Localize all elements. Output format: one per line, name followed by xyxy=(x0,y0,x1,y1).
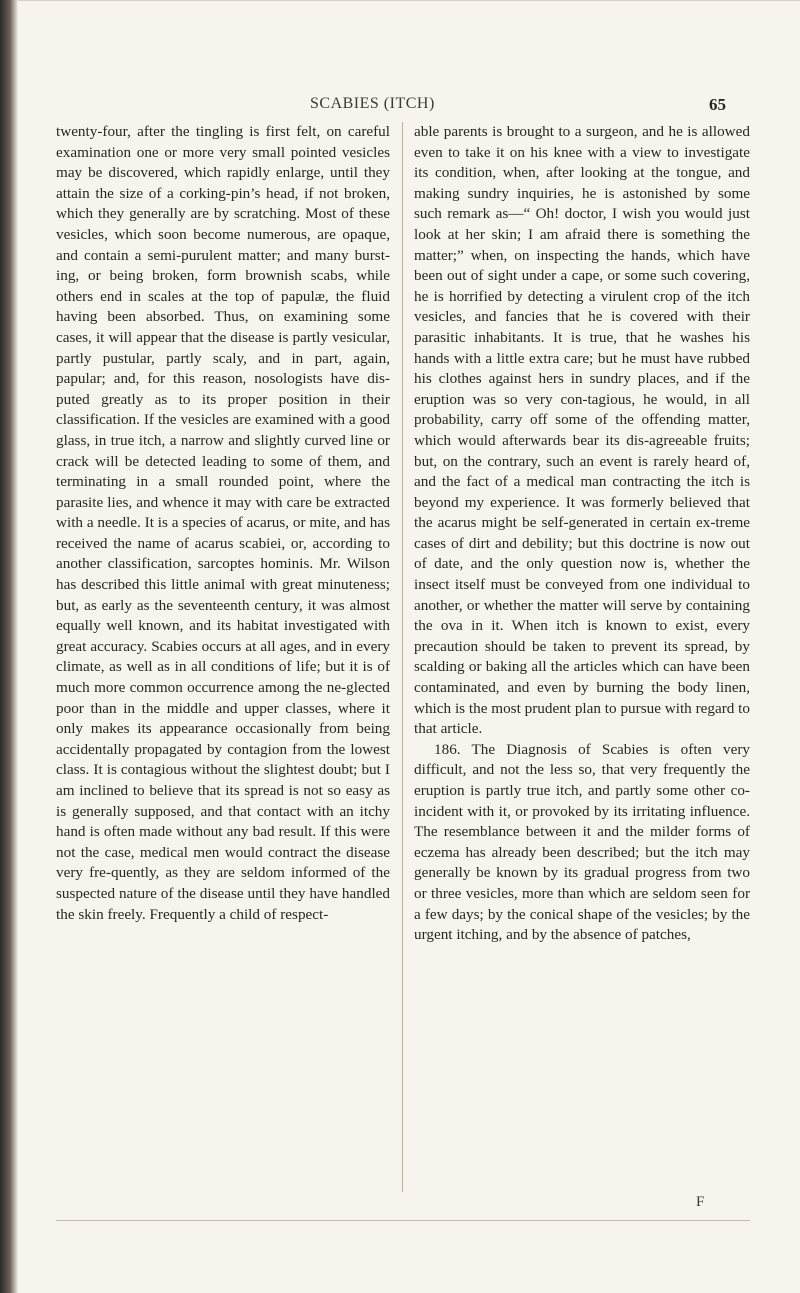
top-rule xyxy=(18,0,800,1)
running-title: SCABIES (ITCH) xyxy=(310,95,435,112)
right-paragraph-2-diagnosis: 186. The Diagnosis of Scabies is often very difficult, and not the less so, that very frequently the eruption is partly true itch, and partly some other co-incident with it, or provoked by its irritating influence. The resemblance between it and the milder forms of eczema has already been described; but the itch may generally be known by its gradual progress from two or three vesicles, more than which are seldom seen for a few days; by the conical shape of the vesicles; by the urgent itching, and by the absence of patches, xyxy=(414,740,750,944)
right-paragraph-1: able parents is brought to a surgeon, and he is allowed even to take it on his knee with a view to investigate its condition, when, after looking at the tongue, and making sundry inquiries, he is astonished by some such remark as—“ Oh! doctor, I wish you would just look at her skin; I am afraid there is something the matter;” when, on inspecting the hands, which have been out of sight under a cape, or some such covering, he is horrified by detecting a virulent crop of the itch vesicles, and fancies that he is covered with their parasitic inhabitants. It is true, that he washes his hands with a little extra care; but he must have rubbed his clothes against hers in sundry places, and if the eruption was so very con-tagious, he would, in all probability, carry off some of the offending matter, which would afterwards bear its dis-agreeable fruits; but, on the contrary, such an event is rarely heard of, and the fact of a medical man contracting the itch is beyond my experience. It was formerly believed that the acarus might be self-generated in certain ex-treme cases of dirt and debility; but this doctrine is now out of date, and the only question now is, whether the insect itself must be conveyed from one individual to another, or whether the matter will serve by containing the ova in it. When itch is known to exist, every precaution should be taken to prevent its spread, by scalding or baking all the articles which can have been contaminated, and even by burning the body linen, which is the most prudent plan to pursue with regard to that article. xyxy=(414,123,750,738)
left-column xyxy=(56,122,390,925)
column-divider xyxy=(402,122,403,1192)
page-edge-shadow xyxy=(0,0,18,1293)
signature-mark: F xyxy=(696,1194,705,1210)
bottom-rule xyxy=(56,1220,750,1221)
right-column xyxy=(414,122,750,946)
left-paragraph-1: twenty-four, after the tingling is first felt, on careful examination one or more very small pointed vesicles may be discovered, which rapidly enlarge, until they attain the size of a corking-pin’s head, if not broken, which they generally are by scratching. Most of these vesicles, which soon become numerous, are opaque, and contain a semi-purulent matter; and many burst-ing, or being broken, form brownish scabs, while others end in scales at the top of papulæ, the fluid having been absorbed. Thus, on examining some cases, it will appear that the disease is partly vesicular, partly pustular, partly scaly, and in part, again, papular; and, for this reason, nosologists have dis-puted greatly as to its proper position in their classification. If the vesicles are examined with a good glass, in true itch, a narrow and slightly curved line or crack will be detected leading to some of them, and terminating in a small rounded point, where the parasite lies, and whence it may with care be extracted with a needle. It is a species of acarus, or mite, and has received the name of acarus scabiei, or, according to another classification, sarcoptes hominis. Mr. Wilson has described this little animal with great minuteness; but, as early as the seventeenth century, it was almost equally well known, and its habitat investigated with great accuracy. Scabies occurs at all ages, and in every climate, as well as in all conditions of life; but it is of much more common occurrence among the ne-glected poor than in the middle and upper classes, where it only makes its appearance occasionally from being accidentally propagated by contagion from the lowest class. It is contagious without the slightest doubt; but I am inclined to believe that its spread is not so easy as is generally supposed, and that contact with an itchy hand is often made without any bad result. If this were not the case, medical men would contract the disease very fre-quently, as they are seldom informed of the suspected nature of the disease until they have handled the skin freely. Frequently a child of respect- xyxy=(56,123,390,923)
running-head xyxy=(0,95,800,117)
page-number: 65 xyxy=(709,95,726,114)
